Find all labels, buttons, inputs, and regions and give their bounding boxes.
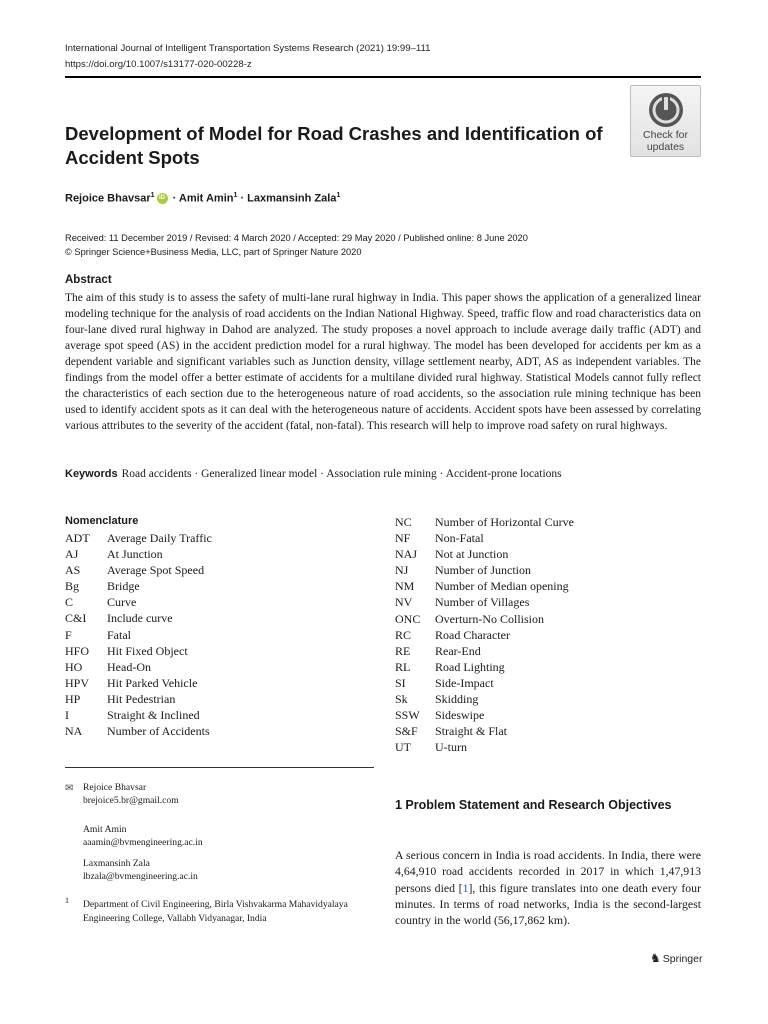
nomenclature-row [395, 723, 574, 739]
update-check-icon [647, 91, 685, 129]
body-text: A serious concern in India is road accidents. In India, there were 4,64,910 road accidents recorded in 2017 in which 1,47,913 persons died [ [395, 848, 701, 895]
nomenclature-row [395, 707, 574, 723]
nomenclature-row [65, 723, 212, 739]
nomenclature-abbreviation: I [65, 708, 69, 723]
journal-citation: International Journal of Intelligent Transportation Systems Research (2021) 19:99–111 [65, 43, 431, 54]
nomenclature-heading: Nomenclature [65, 515, 139, 527]
contact-block [83, 823, 203, 849]
nomenclature-abbreviation: S&F [395, 724, 418, 739]
author-separator: · [169, 192, 179, 205]
orcid-icon[interactable]: iD [157, 193, 168, 204]
author-affiliation-sup: 1 [336, 192, 341, 199]
nomenclature-abbreviation: RE [395, 643, 411, 658]
nomenclature-right-column [395, 514, 574, 755]
nomenclature-abbreviation: HFO [65, 643, 90, 658]
nomenclature-definition: Include curve [107, 611, 173, 626]
nomenclature-row [65, 610, 212, 626]
nomenclature-row [395, 691, 574, 707]
nomenclature-row [65, 675, 212, 691]
nomenclature-definition: Curve [107, 595, 137, 610]
nomenclature-definition: Number of Junction [435, 563, 531, 578]
keywords [65, 466, 701, 482]
author-separator: · [237, 192, 248, 205]
abstract-text: The aim of this study is to assess the safety of multi-lane rural highway in India. This paper shows the application of a generalized linear modeling technique for the analysis of road accidents on the Indian National Highway. Speed, traffic flow and road characteristics data on four-lane dived rural highway in Dahod are analyzed. The study proposes a novel approach to include average daily traffic (ADT) and average spot speed (AS) in the accident prediction model for a rural highway. The model has been developed for accidents per km as a dependent variable and significant variables such as Junction density, village settlement nearby, ADT, AS as independent variables. The findings from the model offer a better estimate of accidents for a multilane divided rural highway. Statistical Models cannot fully reflect the characteristics of each section due to the heterogeneous nature of road accidents, so the association rule mining technique has been used to identify accident spots as it can deal with the heterogeneous nature of accidents. Accident spots have been assessed by correlating various attributes to the severity of the accident (fatal, non-fatal). This research will help to improve road safety on rural highways. [65, 292, 701, 432]
nomenclature-abbreviation: AJ [65, 547, 79, 562]
author-name[interactable]: Laxmansinh Zala [247, 192, 337, 205]
contact-block [83, 857, 198, 883]
springer-horse-icon: ♞ [650, 951, 661, 965]
contact-name: Amit Amin [83, 824, 127, 835]
copyright-line: © Springer Science+Business Media, LLC, part of Springer Nature 2020 [65, 247, 362, 257]
nomenclature-row [65, 530, 212, 546]
nomenclature-row [395, 675, 574, 691]
section-heading: 1 Problem Statement and Research Objectives [395, 798, 672, 812]
nomenclature-row [65, 659, 212, 675]
nomenclature-row [395, 514, 574, 530]
keywords-label: Keywords [65, 468, 118, 480]
nomenclature-definition: Side-Impact [435, 675, 494, 690]
journal-header [65, 41, 431, 73]
history-dates: Received: 11 December 2019 / Revised: 4 March 2020 / Accepted: 29 May 2020 / Published online: 8 June 2020 [65, 233, 528, 243]
nomenclature-definition: U-turn [435, 740, 467, 755]
nomenclature-abbreviation: HP [65, 691, 81, 706]
nomenclature-row [395, 659, 574, 675]
author-affiliation-sup: 1 [150, 192, 155, 199]
nomenclature-abbreviation: NC [395, 515, 412, 529]
nomenclature-row [395, 530, 574, 546]
nomenclature-row [395, 739, 574, 755]
contact-name: Rejoice Bhavsar [83, 782, 147, 793]
nomenclature-definition: Head-On [107, 659, 151, 674]
nomenclature-definition: Straight & Inclined [107, 708, 200, 723]
nomenclature-definition: Number of Median opening [435, 579, 569, 594]
contact-block [83, 781, 179, 807]
nomenclature-abbreviation: NV [395, 595, 413, 610]
nomenclature-abbreviation: HPV [65, 675, 90, 690]
nomenclature-definition: Road Lighting [435, 659, 505, 674]
nomenclature-definition: Skidding [435, 692, 479, 707]
publisher-logo [650, 951, 702, 965]
nomenclature-abbreviation: F [65, 627, 72, 642]
section-body [395, 847, 701, 928]
nomenclature-definition: Sideswipe [435, 708, 485, 723]
affiliation-text: Department of Civil Engineering, Birla Vishvakarma Mahavidyalaya Engineering College, Vallabh Vidyanagar, India [83, 899, 348, 924]
nomenclature-definition: Not at Junction [435, 547, 509, 562]
nomenclature-abbreviation: NA [65, 724, 83, 739]
nomenclature-definition: Rear-End [435, 643, 481, 658]
contact-email[interactable]: aaamin@bvmengineering.ac.in [83, 837, 203, 848]
nomenclature-definition: Hit Parked Vehicle [107, 675, 198, 690]
nomenclature-abbreviation: SI [395, 675, 406, 690]
header-rule [65, 76, 701, 78]
author-affiliation-sup: 1 [233, 192, 238, 199]
nomenclature-definition: Straight & Flat [435, 724, 507, 739]
affiliation-number: 1 [65, 896, 69, 905]
nomenclature-definition: Bridge [107, 579, 140, 594]
citation-link[interactable]: 1 [462, 880, 469, 895]
nomenclature-definition: Number of Villages [435, 595, 530, 610]
nomenclature-abbreviation: C [65, 595, 74, 610]
publisher-name: Springer [662, 953, 703, 965]
nomenclature-abbreviation: SSW [395, 708, 420, 723]
nomenclature-abbreviation: NF [395, 531, 411, 546]
author-name[interactable]: Rejoice Bhavsar [65, 192, 151, 205]
nomenclature-abbreviation: NAJ [395, 547, 418, 562]
badge-line-2: updates [646, 141, 685, 153]
mail-icon: ✉ [65, 783, 74, 794]
nomenclature-row [65, 562, 212, 578]
nomenclature-definition: At Junction [107, 547, 163, 562]
nomenclature-abbreviation: NJ [395, 563, 409, 578]
paper-title: Development of Model for Road Crashes and Identification of Accident Spots [65, 123, 603, 168]
nomenclature-abbreviation: ADT [65, 531, 90, 545]
author-list [65, 192, 340, 205]
nomenclature-row [65, 594, 212, 610]
doi-link[interactable]: https://doi.org/10.1007/s13177-020-00228-z [65, 59, 252, 70]
nomenclature-definition: Road Character [435, 627, 510, 642]
nomenclature-row [65, 643, 212, 659]
nomenclature-abbreviation: AS [65, 563, 81, 578]
body-text: ], this figure translates into one death every four minutes. In terms of road networks, India is the second-largest country in the world (56,17,862 km). [395, 880, 701, 928]
nomenclature-row [395, 578, 574, 594]
nomenclature-row [395, 643, 574, 659]
nomenclature-row [65, 707, 212, 723]
nomenclature-abbreviation: Sk [395, 692, 408, 707]
nomenclature-row [65, 578, 212, 594]
abstract-heading: Abstract [65, 274, 112, 286]
nomenclature-abbreviation: C&I [65, 611, 87, 626]
nomenclature-definition: Non-Fatal [435, 531, 484, 546]
nomenclature-definition: Fatal [107, 627, 131, 642]
nomenclature-abbreviation: HO [65, 659, 83, 674]
publication-dates [65, 231, 528, 259]
nomenclature-definition: Average Spot Speed [107, 563, 205, 578]
nomenclature-row [395, 562, 574, 578]
check-for-updates-badge[interactable] [630, 85, 701, 157]
nomenclature-definition: Number of Horizontal Curve [435, 515, 574, 529]
nomenclature-definition: Overturn-No Collision [435, 611, 544, 626]
nomenclature-row [65, 627, 212, 643]
contact-email[interactable]: lbzala@bvmengineering.ac.in [83, 871, 198, 882]
contact-name: Laxmansinh Zala [83, 858, 150, 869]
nomenclature-definition: Average Daily Traffic [107, 531, 212, 545]
badge-line-1: Check for [643, 129, 688, 141]
keywords-text: Road accidents · Generalized linear model · Association rule mining · Accident-prone locations [121, 468, 562, 480]
nomenclature-row [395, 627, 574, 643]
author-name[interactable]: Amit Amin [178, 192, 234, 205]
nomenclature-row [395, 611, 574, 627]
nomenclature-row [65, 546, 212, 562]
nomenclature-definition: Hit Pedestrian [107, 691, 176, 706]
nomenclature-left-column [65, 530, 212, 739]
nomenclature-abbreviation: NM [395, 579, 415, 594]
nomenclature-row [65, 691, 212, 707]
nomenclature-abbreviation: ONC [395, 611, 421, 626]
nomenclature-abbreviation: RC [395, 627, 412, 642]
nomenclature-abbreviation: RL [395, 659, 411, 674]
nomenclature-row [395, 546, 574, 562]
footnote-rule [65, 767, 374, 768]
nomenclature-definition: Hit Fixed Object [107, 643, 188, 658]
contact-email[interactable]: brejoice5.br@gmail.com [83, 795, 179, 806]
nomenclature-definition: Number of Accidents [107, 724, 210, 739]
nomenclature-abbreviation: Bg [65, 579, 80, 594]
nomenclature-row [395, 594, 574, 610]
nomenclature-abbreviation: UT [395, 740, 411, 755]
